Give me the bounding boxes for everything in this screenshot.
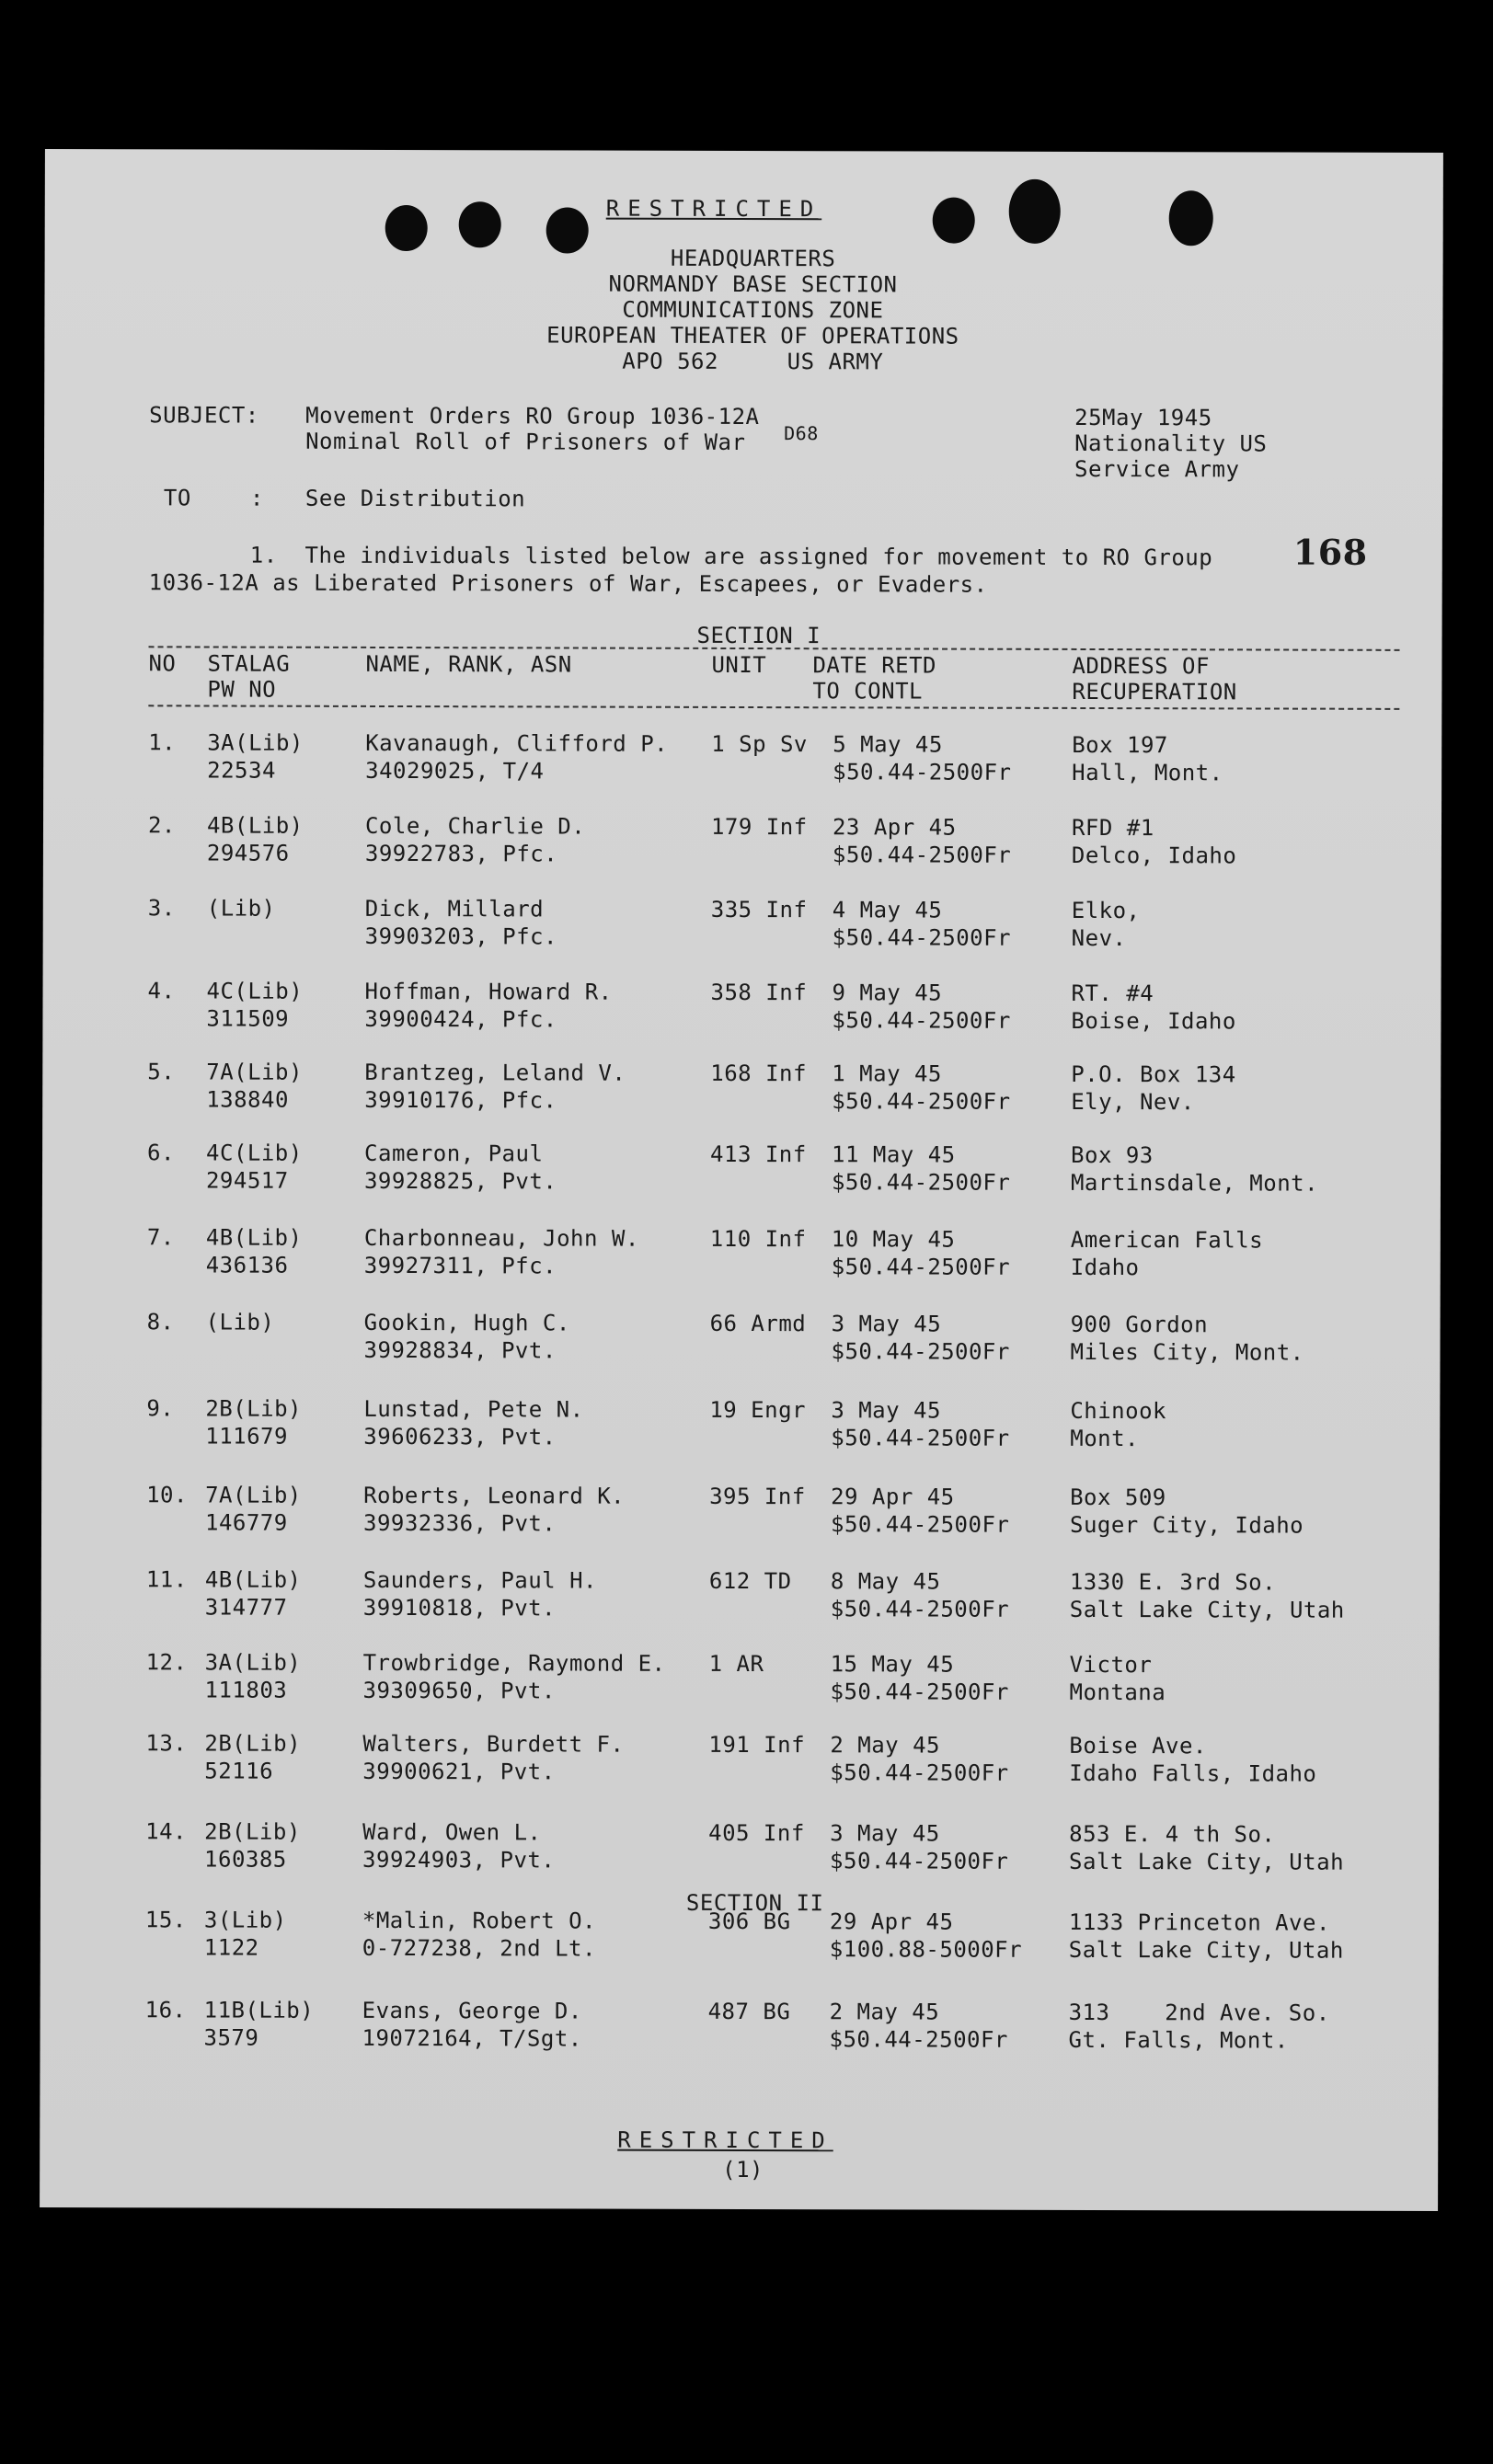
pw-number: 436136 [205,1252,289,1278]
address-line: Idaho [1070,1254,1140,1281]
asn-rank: 39900621, Pvt. [362,1758,556,1785]
table-row [41,1394,1440,1457]
address-line: 853 E. 4 th So. [1069,1820,1276,1848]
soldier-name: Hoffman, Howard R. [364,978,613,1005]
unit: 395 Inf [709,1483,806,1510]
unit: 358 Inf [710,979,808,1006]
punch-hole-icon [933,198,975,244]
row-number: 12. [145,1649,188,1676]
address-line: Delco, Idaho [1071,842,1237,869]
header-line: EUROPEAN THEATER OF OPERATIONS [546,322,959,350]
subject-label: SUBJECT: [149,402,259,429]
payment: $50.44-2500Fr [831,1425,1010,1451]
table-row [41,1481,1440,1543]
payment: $50.44-2500Fr [830,1679,1009,1705]
date-returned: 3 May 45 [831,1311,942,1337]
address-line: Idaho Falls, Idaho [1069,1759,1317,1787]
date-returned: 5 May 45 [833,731,943,758]
unit: 487 BG [707,1998,791,2025]
stalag: 4B(Lib) [206,812,304,839]
address-line: 1330 E. 3rd So. [1069,1568,1277,1596]
asn-rank: 39910176, Pfc. [364,1086,557,1114]
pw-number: 294517 [205,1167,289,1194]
paragraph-line: 1. The individuals listed below are assigned for movement to RO Group [249,542,1213,571]
asn-rank: 39922783, Pfc. [364,840,558,867]
service: Service Army [1074,455,1240,483]
address-line: Boise Ave. [1069,1732,1207,1759]
address-line: Boise, Idaho [1071,1007,1236,1035]
table-row [40,1648,1439,1711]
column-header-unit: UNIT [711,651,767,679]
row-number: 3. [147,895,176,922]
table-row [42,1058,1441,1120]
stalag: (Lib) [205,1309,275,1335]
section-heading: SECTION I [696,622,821,649]
payment: $50.44-2500Fr [831,1254,1011,1280]
to-value: See Distribution [304,485,526,512]
pw-number: 314777 [204,1594,288,1621]
document-date: 25May 1945 [1074,404,1212,431]
date-returned: 3 May 45 [831,1397,941,1424]
soldier-name: Walters, Burdett F. [362,1730,625,1758]
address-line: RT. #4 [1071,980,1154,1007]
address-line: Nev. [1071,924,1127,952]
row-number: 13. [145,1730,188,1757]
address-line: Hall, Mont. [1072,759,1223,786]
address-line: 900 Gordon [1070,1311,1209,1338]
pw-number: 294576 [206,840,290,866]
address-line: Elko, [1071,897,1141,924]
to-colon: : [249,485,264,511]
table-row [43,811,1441,874]
pw-number: 1122 [203,1934,259,1961]
asn-rank: 19072164, T/Sgt. [362,2024,582,2052]
punch-hole-icon [1009,179,1061,244]
asn-rank: 39928834, Pvt. [363,1336,557,1364]
column-header-pw-no: PW NO [207,676,277,703]
header-line: APO 562 US ARMY [622,348,884,375]
address-line: Montana [1069,1679,1166,1706]
payment: $50.44-2500Fr [832,842,1012,868]
classification-top: RESTRICTED [605,195,822,223]
soldier-name: Evans, George D. [362,1997,582,2024]
soldier-name: Ward, Owen L. [362,1818,542,1846]
stalag: (Lib) [206,895,276,922]
stalag: 4B(Lib) [205,1224,303,1251]
column-header-date: DATE RETD [812,652,937,679]
page-number: (1) [722,2156,764,2183]
header-line: HEADQUARTERS [670,245,836,272]
table-row [41,1308,1440,1370]
asn-rank: 39932336, Pvt. [362,1509,557,1537]
date-returned: 29 Apr 45 [831,1484,955,1510]
column-header-stalag: STALAG [207,650,291,677]
row-number: 1. [148,729,177,756]
address-line: 313 2nd Ave. So. [1068,1999,1330,2026]
pw-number: 146779 [204,1509,288,1536]
asn-rank: 39309650, Pvt. [362,1677,556,1704]
pw-number: 311509 [206,1005,290,1032]
asn-rank: 39910818, Pvt. [362,1594,557,1622]
column-header-date: TO CONTL [812,678,924,705]
unit: 110 Inf [709,1225,807,1253]
column-header-address: ADDRESS OF [1072,652,1211,680]
table-row [40,1996,1439,2058]
address-line: Gt. Falls, Mont. [1068,2026,1289,2054]
section-heading: SECTION II [685,1889,824,1917]
payment: $50.44-2500Fr [831,1169,1011,1196]
address-line: Salt Lake City, Utah [1069,1848,1345,1875]
row-number: 10. [146,1482,188,1508]
payment: $50.44-2500Fr [830,1848,1009,1874]
address-line: Salt Lake City, Utah [1069,1596,1345,1623]
row-number: 5. [147,1059,176,1085]
address-line: Salt Lake City, Utah [1068,1936,1344,1964]
asn-rank: 39900424, Pfc. [364,1005,557,1033]
stalag: 4B(Lib) [204,1566,302,1593]
pw-number: 160385 [204,1846,287,1873]
address-line: Victor [1069,1651,1153,1679]
unit: 612 TD [708,1567,792,1595]
address-line: Martinsdale, Mont. [1070,1169,1319,1197]
soldier-name: Dick, Millard [364,895,545,923]
column-header-no: NO [148,650,177,677]
date-returned: 4 May 45 [832,897,943,923]
stalag: 11B(Lib) [203,1997,315,2023]
address-line: 1133 Princeton Ave. [1068,1908,1330,1936]
asn-rank: 39903203, Pfc. [364,923,558,950]
row-number: 9. [146,1395,175,1422]
punch-hole-icon [459,201,501,247]
address-line: Chinook [1070,1397,1167,1425]
asn-rank: 39924903, Pvt. [362,1846,556,1874]
date-returned: 2 May 45 [830,1732,941,1759]
stalag: 2B(Lib) [204,1818,301,1845]
payment: $50.44-2500Fr [832,924,1012,951]
payment: $50.44-2500Fr [830,1759,1009,1786]
stalag: 7A(Lib) [206,1059,303,1085]
stalag: 2B(Lib) [204,1730,302,1757]
pw-number: 111803 [204,1677,288,1703]
payment: $50.44-2500Fr [831,1338,1010,1365]
address-line: P.O. Box 134 [1071,1060,1236,1088]
unit: 191 Inf [708,1731,806,1759]
soldier-name: Brantzeg, Leland V. [364,1059,626,1086]
unit: 19 Engr [709,1396,807,1424]
payment: $50.44-2500Fr [832,1007,1011,1034]
paragraph-line: 1036-12A as Liberated Prisoners of War, Escapees, or Evaders. [148,569,988,598]
unit: 405 Inf [708,1819,805,1847]
unit: 413 Inf [710,1140,807,1168]
address-line: RFD #1 [1071,814,1154,842]
document-number: 168 [1292,531,1368,573]
stalag: 4C(Lib) [206,1140,303,1166]
subject-line: Movement Orders RO Group 1036-12A [305,402,760,430]
payment: $50.44-2500Fr [833,759,1012,785]
date-returned: 3 May 45 [830,1820,940,1847]
table-row [42,977,1441,1039]
date-returned: 29 Apr 45 [829,1908,954,1935]
soldier-name: Charbonneau, John W. [363,1224,639,1252]
header-line: NORMANDY BASE SECTION [608,270,898,298]
table-row [40,1817,1439,1880]
address-line: Box 509 [1070,1484,1166,1511]
soldier-name: Roberts, Leonard K. [363,1482,626,1509]
soldier-name: Cameron, Paul [364,1140,544,1167]
payment: $100.88-5000Fr [829,1936,1023,1963]
header-line: COMMUNICATIONS ZONE [622,296,884,324]
column-header-name: NAME, RANK, ASN [365,650,572,678]
unit: 335 Inf [710,896,808,923]
soldier-name: Gookin, Hugh C. [363,1309,570,1336]
date-returned: 10 May 45 [831,1226,956,1253]
unit: 179 Inf [710,813,808,841]
stalag: 3A(Lib) [204,1649,302,1676]
classification-bottom: RESTRICTED [617,2126,833,2154]
pw-number: 111679 [205,1423,289,1450]
unit: 66 Armd [709,1310,807,1337]
punch-hole-icon [1169,190,1213,246]
row-number: 6. [147,1140,176,1166]
asn-rank: 39928825, Pvt. [363,1167,557,1195]
unit: 1 Sp Sv [711,730,808,758]
subject-code: D68 [784,422,819,445]
date-returned: 2 May 45 [829,1999,940,2025]
pw-number: 3579 [203,2024,259,2051]
row-number: 14. [145,1818,188,1845]
stalag: 2B(Lib) [205,1395,303,1422]
soldier-name: Trowbridge, Raymond E. [362,1649,666,1677]
asn-rank: 0-727238, 2nd Lt. [362,1934,596,1962]
stalag: 7A(Lib) [205,1482,302,1508]
unit: 1 AR [708,1650,764,1678]
stalag: 3(Lib) [203,1907,287,1933]
soldier-name: Saunders, Paul H. [362,1566,598,1594]
table-row [43,894,1441,957]
subject-line: Nominal Roll of Prisoners of War [305,428,746,456]
nationality: Nationality US [1074,430,1268,457]
address-line: Box 93 [1071,1141,1154,1169]
punch-hole-icon [385,205,428,251]
to-label: TO [163,485,191,511]
row-number: 16. [144,1997,187,2023]
document-page [40,149,1443,2211]
stalag: 4C(Lib) [206,978,304,1004]
payment: $50.44-2500Fr [830,1596,1010,1622]
address-line: American Falls [1070,1226,1264,1254]
soldier-name: Lunstad, Pete N. [363,1395,584,1423]
table-row [42,1139,1441,1201]
date-returned: 15 May 45 [830,1651,955,1678]
date-returned: 23 Apr 45 [832,814,957,841]
unit: 306 BG [707,1908,791,1935]
address-line: Miles City, Mont. [1070,1338,1304,1366]
row-number: 11. [145,1566,188,1593]
address-line: Ely, Nev. [1071,1088,1195,1116]
date-returned: 1 May 45 [832,1060,942,1087]
table-row [42,1223,1441,1286]
column-header-address: RECUPERATION [1072,678,1237,705]
payment: $50.44-2500Fr [829,2026,1008,2053]
stalag: 3A(Lib) [207,729,304,756]
unit: 168 Inf [710,1060,807,1087]
row-number: 7. [146,1224,175,1251]
row-number: 2. [147,812,176,839]
asn-rank: 34029025, T/4 [365,757,545,785]
table-row [41,1565,1440,1628]
date-returned: 8 May 45 [830,1568,941,1595]
row-number: 8. [146,1309,175,1335]
row-number: 15. [144,1907,187,1933]
table-row [43,728,1441,791]
asn-rank: 39927311, Pfc. [363,1252,557,1279]
pw-number: 52116 [204,1758,274,1784]
soldier-name: Kavanaugh, Clifford P. [365,729,669,757]
date-returned: 9 May 45 [832,980,943,1006]
payment: $50.44-2500Fr [830,1511,1010,1538]
payment: $50.44-2500Fr [832,1088,1011,1115]
soldier-name: *Malin, Robert O. [362,1907,597,1934]
pw-number: 22534 [207,757,276,784]
row-number: 4. [147,978,176,1004]
asn-rank: 39606233, Pvt. [363,1423,557,1450]
address-line: Box 197 [1072,731,1168,759]
address-line: Suger City, Idaho [1069,1511,1304,1539]
table-row [40,1729,1439,1792]
address-line: Mont. [1070,1425,1140,1452]
date-returned: 11 May 45 [832,1141,956,1168]
table-rule [149,646,1400,651]
soldier-name: Cole, Charlie D. [364,812,586,840]
pw-number: 138840 [206,1086,289,1113]
